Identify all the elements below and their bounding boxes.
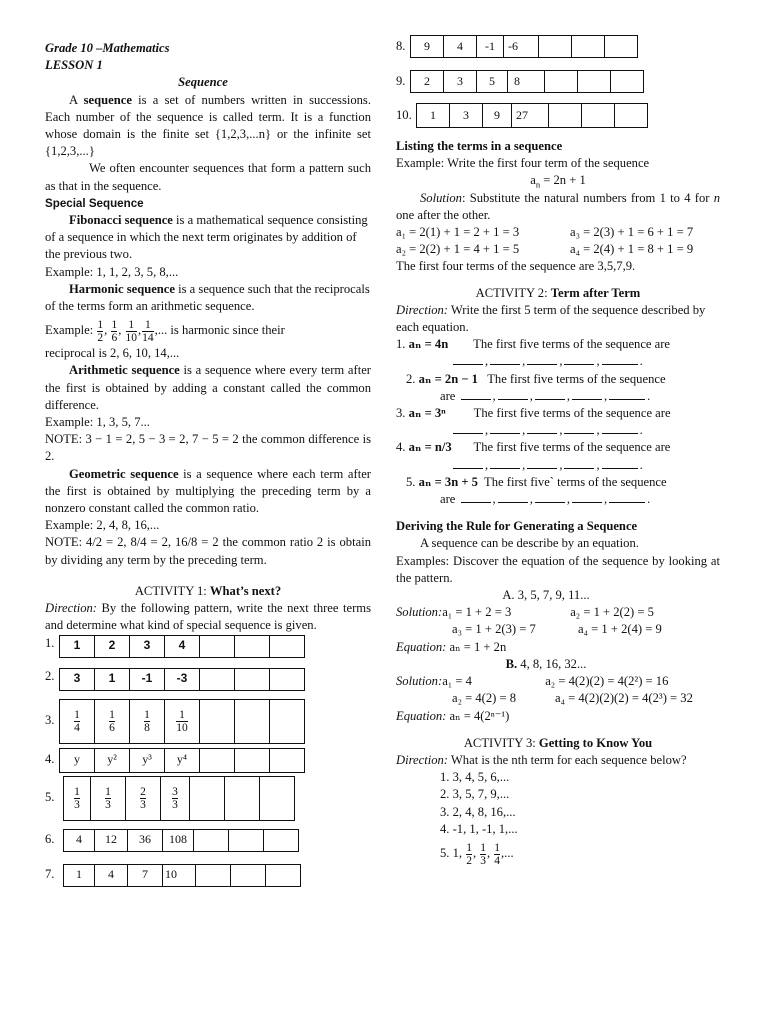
table-cell: $\frac{1}{10}$ [165, 699, 200, 743]
blank-cell[interactable] [200, 635, 235, 657]
geometric-example: Example: 2, 4, 8, 16,... [45, 518, 160, 533]
first-four-terms: The first four terms of the sequence are 3,5,7,9. [396, 259, 636, 274]
arithmetic-note: NOTE: 3 − 1 = 2, 5 − 3 = 2, 7 − 5 = 2 the common difference is 2. [45, 432, 371, 464]
answer-blank[interactable] [564, 353, 594, 365]
table-cell: 4 [95, 864, 128, 886]
row-number: 1. [45, 635, 55, 650]
sequence-table [63, 776, 295, 821]
blank-cell[interactable] [266, 864, 301, 886]
table-cell: 27 [512, 104, 549, 128]
listing-formula: $a_n = 2n + 1$ [530, 173, 586, 190]
table-cell: 3 [60, 668, 95, 690]
table-cell: 12 [95, 829, 128, 851]
table-cell: 3 [130, 635, 165, 657]
answer-blanks: , , , , . [396, 457, 720, 474]
calc-row: a₂ = 2(2) + 1 = 4 + 1 = 5 a₄ = 2(4) + 1 = 8 + 1 = 9 [396, 242, 694, 257]
harmonic-reciprocal: reciprocal is 2, 6, 10, 14,... [45, 346, 180, 361]
activity2-item: 5. aₙ = 3n + 5 The first five` terms of the sequence [406, 474, 667, 489]
blank-cell[interactable] [231, 864, 266, 886]
example-b-equation: Equation: aₙ = 4(2ⁿ⁻¹) [396, 708, 510, 723]
answer-blank[interactable] [602, 422, 638, 434]
answer-blank[interactable] [527, 353, 557, 365]
blank-cell[interactable] [270, 699, 305, 743]
list-item: 2. 3, 5, 7, 9,... [440, 787, 510, 802]
blank-cell[interactable] [235, 635, 270, 657]
activity2-direction: Direction: Write the first 5 term of the sequence described by each equation. [396, 302, 706, 335]
sequence-row [45, 829, 371, 852]
table-cell: 1 [60, 635, 95, 657]
lesson-heading: LESSON 1 [45, 58, 103, 73]
table-cell: 5 [477, 71, 508, 93]
row-number: 4. [45, 752, 55, 767]
table-cell: -3 [165, 668, 200, 690]
table-cell: y [60, 748, 95, 772]
sequence-row [45, 864, 371, 887]
table-cell: $\frac{2}{3}$ [126, 776, 161, 820]
blank-cell[interactable] [270, 668, 305, 690]
list-item: 4. -1, 1, -1, 1,... [440, 821, 518, 836]
fraction: $\frac{1}{2}$ [97, 318, 104, 344]
deriving-intro: A sequence can be describe by an equation. [420, 536, 639, 551]
answer-blank[interactable] [602, 457, 638, 469]
table-cell: 1 [95, 668, 130, 690]
blank-cell[interactable] [260, 776, 295, 820]
blank-cell[interactable] [270, 748, 305, 772]
blank-cell[interactable] [196, 864, 231, 886]
list-item: 3. 2, 4, 8, 16,... [440, 804, 516, 819]
table-cell: $\frac{1}{8}$ [130, 699, 165, 743]
activity3-list [396, 769, 720, 868]
sequence-table [63, 864, 301, 887]
row-number: 10. [396, 107, 412, 122]
blank-cell[interactable] [615, 104, 648, 128]
activity3-heading: ACTIVITY 3: Getting to Know You [463, 735, 653, 750]
deriving-heading: Deriving the Rule for Generating a Sequence [396, 519, 638, 534]
blank-cell[interactable] [270, 635, 305, 657]
row-number: 2. [45, 668, 55, 683]
sequence-table [59, 668, 305, 691]
blank-cell[interactable] [235, 668, 270, 690]
sequence-row [396, 35, 720, 58]
arithmetic-definition: Arithmetic sequence is a sequence where every term after the first is obtained by adding a constant called the common difference. [45, 363, 371, 412]
blank-cell[interactable] [611, 71, 644, 93]
table-cell: -6 [504, 36, 539, 58]
answer-blank[interactable] [535, 491, 565, 503]
table-cell: $\frac{1}{3}$ [91, 776, 126, 820]
activity2-item: 2. aₙ = 2n − 1 The first five terms of the sequence [406, 371, 666, 386]
row-number: 7. [45, 867, 55, 882]
activity2-heading: ACTIVITY 2: Term after Term [475, 285, 641, 300]
fraction: $\frac{1}{10}$ [125, 318, 138, 344]
blank-cell[interactable] [578, 71, 611, 93]
table-cell: -1 [130, 668, 165, 690]
sequence-table [63, 829, 299, 852]
listing-example: Example: Write the first four term of the sequence [396, 156, 650, 171]
harmonic-definition: Harmonic sequence is a sequence such that the reciprocals of the terms form an arithmetic sequence. [45, 281, 370, 314]
row-number: 8. [396, 38, 406, 53]
blank-cell[interactable] [200, 668, 235, 690]
blank-cell[interactable] [229, 829, 264, 851]
answer-blanks: , , , , . [396, 353, 720, 370]
answer-blank[interactable] [490, 353, 520, 365]
sequence-table [59, 699, 305, 744]
table-cell: 9 [411, 36, 444, 58]
activity1-tables [45, 635, 371, 887]
table-cell: $\frac{1}{4}$ [60, 699, 95, 743]
answer-blank[interactable] [527, 457, 557, 469]
blank-cell[interactable] [572, 36, 605, 58]
table-cell: y² [95, 748, 130, 772]
list-item: 1. 3, 4, 5, 6,... [440, 770, 510, 785]
encounter-text: We often encounter sequences that form a pattern such as that in the sequence. [45, 161, 371, 193]
special-sequence-heading: Special Sequence [45, 196, 144, 210]
blank-cell[interactable] [235, 748, 270, 772]
calc-row: a₁ = 2(1) + 1 = 2 + 1 = 3 a₃ = 2(3) + 1 = 6 + 1 = 7 [396, 225, 694, 240]
blank-cell[interactable] [200, 699, 235, 743]
blank-cell[interactable] [225, 776, 260, 820]
blank-cell[interactable] [545, 71, 578, 93]
harmonic-example: Example: $\frac{1}{2}$ , $\frac{1}{6}$ , $\frac{1}{10}$ , $\frac{1}{14}$ ,... is harmonic since their [45, 318, 285, 344]
sequence-table [410, 70, 644, 93]
answer-blank[interactable] [564, 457, 594, 469]
sequence-table [410, 35, 638, 58]
answer-blank[interactable] [490, 457, 520, 469]
sequence-row [45, 635, 371, 658]
answer-blank[interactable] [527, 422, 557, 434]
blank-cell[interactable] [190, 776, 225, 820]
answer-blank[interactable] [572, 388, 602, 400]
table-cell: y³ [130, 748, 165, 772]
blank-cell[interactable] [582, 104, 615, 128]
sequence-table [59, 748, 305, 773]
answer-blanks: are , , , , . [440, 492, 651, 507]
table-cell: 4 [165, 635, 200, 657]
example-b-sequence: B. 4, 8, 16, 32... [505, 656, 587, 671]
example-a-solution: a₃ = 1 + 2(3) = 7 a₄ = 1 + 2(4) = 9 [452, 622, 662, 637]
table-cell: y⁴ [165, 748, 200, 772]
deriving-examples: Examples: Discover the equation of the sequence by looking at the pattern. [396, 553, 720, 585]
table-cell: 2 [411, 71, 444, 93]
sequence-definition: A sequence is a set of numbers written in successions. Each number of the sequence is called term. It is a function whose domain is the finite set {1,2,3,...n} or the infinite set {1,2,3,...} [45, 92, 371, 159]
answer-blank[interactable] [609, 388, 645, 400]
example-a-solution: Solution:a₁ = 1 + 2 = 3 a₂ = 1 + 2(2) = 5 [396, 605, 654, 620]
table-cell: $\frac{1}{3}$ [64, 776, 91, 820]
blank-cell[interactable] [605, 36, 638, 58]
activity2-item: 4. aₙ = n/3 The first five terms of the sequence are [396, 440, 671, 455]
table-cell: 2 [95, 635, 130, 657]
table-cell: -1 [477, 36, 504, 58]
answer-blank[interactable] [453, 422, 483, 434]
example-b-solution: Solution:a₁ = 4 a₂ = 4(2)(2) = 4(2²) = 16 [396, 674, 669, 689]
table-cell: 4 [64, 829, 95, 851]
answer-blank[interactable] [609, 491, 645, 503]
table-cell: 3 [450, 104, 483, 128]
blank-cell[interactable] [235, 699, 270, 743]
table-cell: 1 [64, 864, 95, 886]
page-title: Sequence [178, 75, 228, 90]
answer-blanks: are , , , , . [440, 388, 651, 403]
row-number: 3. [45, 713, 55, 728]
example-a-sequence: A. 3, 5, 7, 9, 11... [502, 588, 590, 603]
fraction: $\frac{1}{6}$ [111, 318, 118, 344]
grade-heading: Grade 10 –Mathematics [45, 41, 170, 55]
table-cell: 9 [483, 104, 512, 128]
listing-solution: Solution: Substitute the natural numbers from 1 to 4 for n one after the other. [396, 190, 720, 222]
table-cell: 8 [508, 71, 545, 93]
left-column [45, 0, 371, 887]
answer-blank[interactable] [490, 422, 520, 434]
geometric-note: NOTE: 4/2 = 2, 8/4 = 2, 16/8 = 2 the common ratio 2 is obtain by dividing any term by the preceding term. [45, 535, 371, 567]
answer-blank[interactable] [461, 388, 491, 400]
listing-heading: Listing the terms in a sequence [396, 139, 563, 153]
table-cell: 36 [128, 829, 163, 851]
row-number: 9. [396, 73, 406, 88]
blank-cell[interactable] [539, 36, 572, 58]
answer-blank[interactable] [498, 491, 528, 503]
list-item: 5. 1, $\frac{1}{2}$ , $\frac{1}{3}$ , $\frac{1}{4}$ ,... [440, 841, 514, 867]
blank-cell[interactable] [200, 748, 235, 772]
sequence-row [396, 70, 720, 93]
sequence-row [45, 748, 371, 773]
table-cell: 7 [128, 864, 163, 886]
blank-cell[interactable] [194, 829, 229, 851]
table-cell: $\frac{3}{3}$ [161, 776, 190, 820]
sequence-row [45, 668, 371, 691]
geometric-definition: Geometric sequence is a sequence where each term after the first is obtained by multiplying the preceding term by a nonzero constant called the common ratio. [45, 466, 371, 516]
answer-blanks: , , , , . [396, 422, 720, 439]
activity1-heading: ACTIVITY 1: What’s next? [134, 583, 282, 598]
right-column [396, 0, 720, 868]
table-cell: 3 [444, 71, 477, 93]
answer-blank[interactable] [453, 457, 483, 469]
sequence-row [45, 776, 371, 821]
table-cell: $\frac{1}{6}$ [95, 699, 130, 743]
arithmetic-example: Example: 1, 3, 5, 7... [45, 415, 150, 430]
answer-blank[interactable] [535, 388, 565, 400]
answer-blank[interactable] [602, 353, 638, 365]
fraction: $\frac{1}{14}$ [142, 318, 154, 344]
example-a-equation: Equation: aₙ = 1 + 2n [396, 639, 507, 654]
answer-blank[interactable] [453, 353, 483, 365]
example-b-solution: a₂ = 4(2) = 8 a₄ = 4(2)(2)(2) = 4(2³) = 32 [452, 691, 693, 706]
blank-cell[interactable] [549, 104, 582, 128]
fibonacci-example: Example: 1, 1, 2, 3, 5, 8,... [45, 264, 179, 279]
sequence-table [416, 103, 648, 128]
activity2-item: 1. aₙ = 4n The first five terms of the sequence are [396, 337, 671, 352]
table-cell: 4 [444, 36, 477, 58]
blank-cell[interactable] [264, 829, 299, 851]
answer-blank[interactable] [498, 388, 528, 400]
sequence-row [45, 699, 371, 744]
fibonacci-definition: Fibonacci sequence is a mathematical sequence consisting of a sequence in which the next term originates by addition of the previous two. [45, 213, 368, 262]
answer-blank[interactable] [461, 491, 491, 503]
sequence-row [396, 103, 720, 128]
table-cell: 108 [163, 829, 194, 851]
answer-blank[interactable] [564, 422, 594, 434]
table-cell: 10 [163, 864, 196, 886]
activity3-direction: Direction: What is the nth term for each sequence below? [396, 752, 687, 767]
activity2-item: 3. aₙ = 3ⁿ The first five terms of the sequence are [396, 406, 671, 421]
activity1-direction: Direction: By the following pattern, write the next three terms and determine what kind of special sequence is given. [45, 601, 371, 633]
answer-blank[interactable] [572, 491, 602, 503]
table-cell: 1 [417, 104, 450, 128]
row-number: 5. [45, 790, 55, 805]
sequence-table [59, 635, 305, 658]
row-number: 6. [45, 832, 55, 847]
